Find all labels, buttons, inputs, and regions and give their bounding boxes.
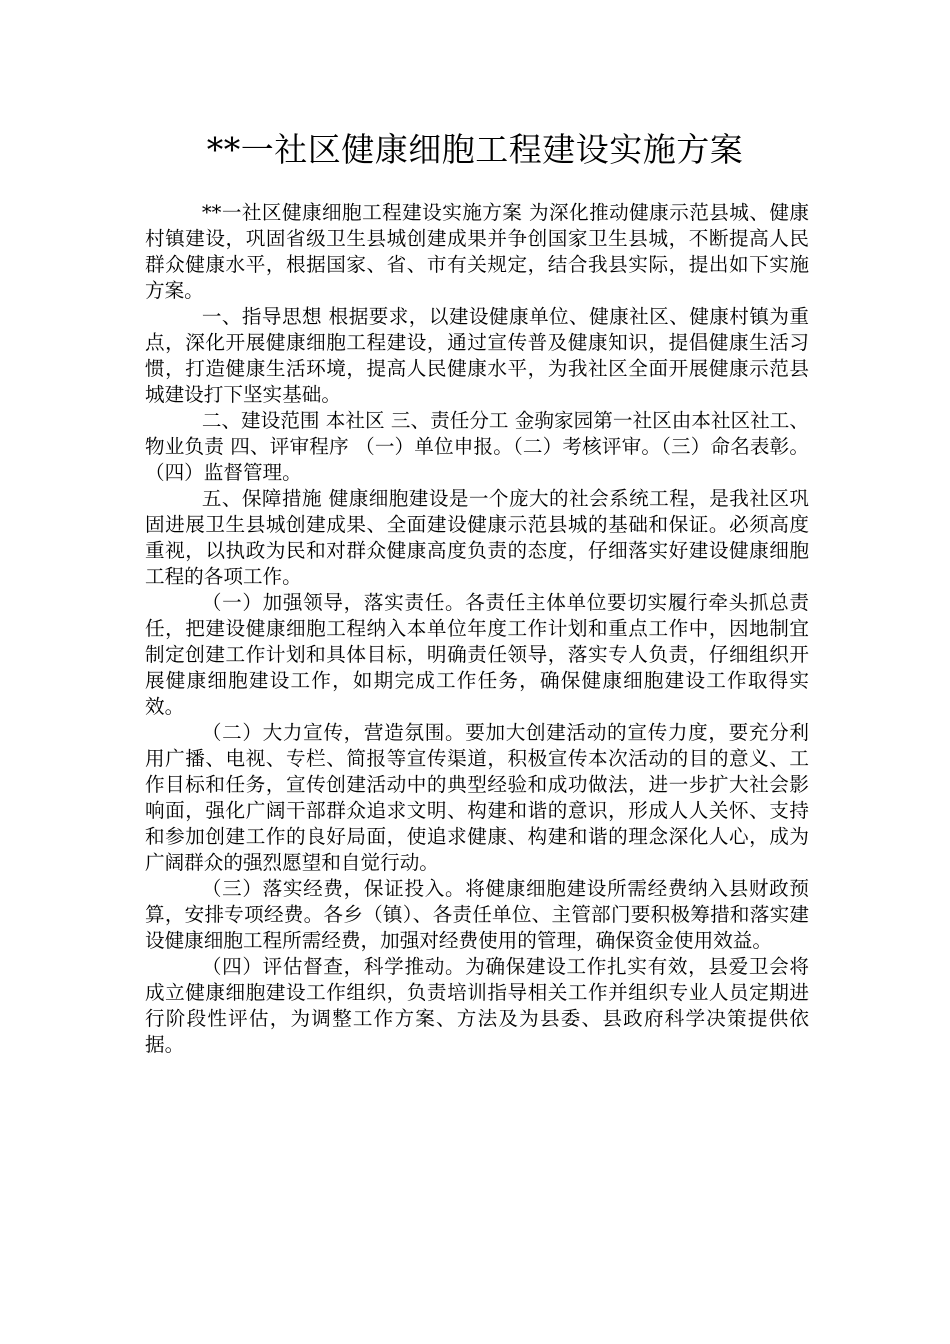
paragraph-guiding-ideology: 一、指导思想 根据要求，以建设健康单位、健康社区、健康村镇为重点，深化开展健康细胞工程建设，通过宣传普及健康知识，提倡健康生活习惯，打造健康生活环境，提高人民健康水平，为我社区全面开展健康示范县城建设打下坚实基础。 [145,305,809,406]
paragraph-safeguard-measures: 五、保障措施 健康细胞建设是一个庞大的社会系统工程，是我社区巩固进展卫生县城创建成果、全面建设健康示范县城的基础和保证。必须高度重视，以执政为民和对群众健康高度负责的态度，仔细落实好建设健康细胞工程的各项工作。 [145,487,809,588]
paragraph-leadership: （一）加强领导，落实责任。各责任主体单位要切实履行牵头抓总责任，把建设健康细胞工程纳入本单位年度工作计划和重点工作中，因地制宜制定创建工作计划和具体目标，明确责任领导，落实专人负责，仔细组织开展健康细胞建设工作，如期完成工作任务，确保健康细胞建设工作取得实效。 [145,591,809,718]
document-title: **一社区健康细胞工程建设实施方案 [206,130,744,169]
paragraph-evaluation: （四）评估督查，科学推动。为确保建设工作扎实有效，县爱卫会将成立健康细胞建设工作组织，负责培训指导相关工作并组织专业人员定期进行阶段性评估，为调整工作方案、方法及为县委、县政府科学决策提供依据。 [145,955,809,1056]
paragraph-funding: （三）落实经费，保证投入。将健康细胞建设所需经费纳入县财政预算，安排专项经费。各乡（镇）、各责任单位、主管部门要积极筹措和落实建设健康细胞工程所需经费，加强对经费使用的管理，确保资金使用效益。 [145,877,809,952]
paragraph-scope-and-procedure: 二、建设范围 本社区 三、责任分工 金驹家园第一社区由本社区社工、物业负责 四、评审程序 （一）单位申报。（二）考核评审。（三）命名表彰。（四）监督管理。 [145,409,809,484]
paragraph-publicity: （二）大力宣传，营造氛围。要加大创建活动的宣传力度，要充分利用广播、电视、专栏、简报等宣传渠道，积极宣传本次活动的目的意义、工作目标和任务，宣传创建活动中的典型经验和成功做法，进一步扩大社会影响面，强化广阔干部群众追求文明、构建和谐的意识，形成人人关怀、支持和参加创建工作的良好局面，使追求健康、构建和谐的理念深化人心，成为广阔群众的强烈愿望和自觉行动。 [145,721,809,874]
paragraph-intro: **一社区健康细胞工程建设实施方案 为深化推动健康示范县城、健康村镇建设，巩固省级卫生县城创建成果并争创国家卫生县城，不断提高人民群众健康水平，根据国家、省、市有关规定，结合我县实际，提出如下实施方案。 [145,201,809,302]
document-body [145,200,809,1058]
